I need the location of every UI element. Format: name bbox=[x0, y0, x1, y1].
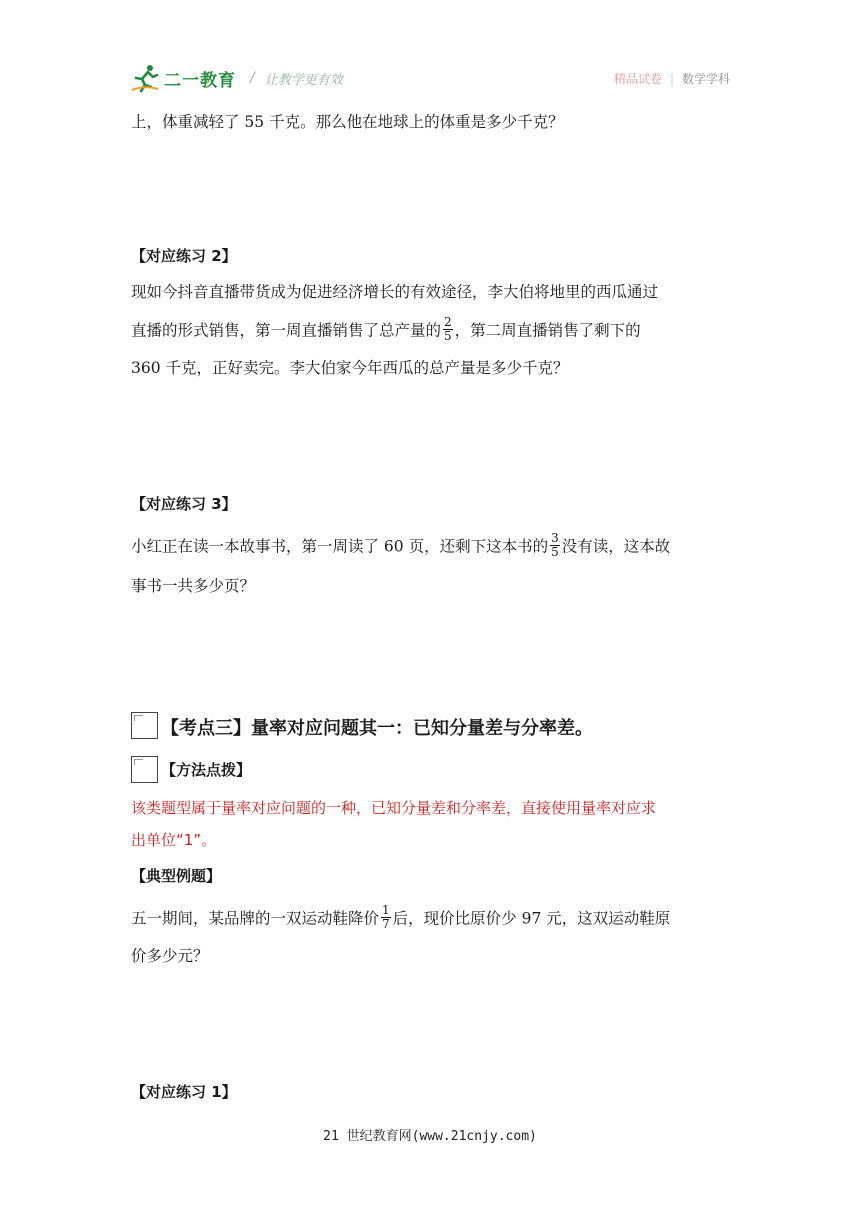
text-line-with-fraction bbox=[131, 903, 671, 933]
text-segment: 小红正在读一本故事书，第一周读了 60 页，还剩下这本书的 bbox=[131, 537, 549, 556]
text-line-with-fraction bbox=[131, 315, 641, 345]
text-segment: 直播的形式销售，第一周直播销售了总产量的 bbox=[131, 321, 442, 340]
practice-2-heading: 【对应练习 2】 bbox=[131, 247, 237, 265]
logo-slogan: 让教学更有效 bbox=[264, 72, 343, 88]
logo-text: 二一教育 bbox=[164, 70, 236, 91]
method-text-line: 该类题型属于量率对应问题的一种，已知分量差和分率差，直接使用量率对应求 bbox=[131, 799, 657, 817]
practice-3-heading: 【对应练习 3】 bbox=[131, 495, 237, 513]
text-segment: ，第二周直播销售了剩下的 bbox=[454, 321, 641, 340]
practice-1-heading: 【对应练习 1】 bbox=[131, 1083, 237, 1101]
fraction-numerator: 1 bbox=[382, 903, 390, 917]
text-line: 价多少元？ bbox=[131, 947, 209, 965]
fraction-numerator: 3 bbox=[551, 531, 559, 545]
header-label-premium: 精品试卷 bbox=[613, 72, 662, 86]
text-line: 上，体重减轻了 55 千克。那么他在地球上的体重是多少千克？ bbox=[131, 113, 564, 131]
page-footer: 21 世纪教育网(www.21cnjy.com) bbox=[323, 1129, 537, 1144]
text-segment: 五一期间，某品牌的一双运动鞋降价 bbox=[131, 909, 380, 928]
fraction-denominator: 7 bbox=[382, 917, 390, 931]
image-placeholder-icon bbox=[131, 712, 158, 739]
header-divider: | bbox=[669, 71, 674, 86]
fraction bbox=[443, 316, 453, 343]
header-subject bbox=[614, 70, 730, 87]
text-line: 360 千克，正好卖完。李大伯家今年西瓜的总产量是多少千克？ bbox=[131, 359, 569, 377]
fraction bbox=[381, 904, 391, 931]
text-segment: 没有读，这本故 bbox=[561, 537, 671, 556]
text-segment: 后，现价比原价少 97 元，这双运动鞋原 bbox=[392, 909, 671, 928]
fraction-numerator: 2 bbox=[444, 315, 452, 329]
running-figure-icon bbox=[130, 63, 160, 93]
section-title: 【考点三】量率对应问题其一：已知分量差与分率差。 bbox=[161, 718, 593, 739]
method-heading: 【方法点拨】 bbox=[161, 761, 252, 779]
text-line-with-fraction bbox=[131, 531, 671, 561]
image-placeholder-icon bbox=[131, 756, 158, 783]
fraction-denominator: 5 bbox=[551, 545, 559, 559]
brand-logo bbox=[130, 62, 343, 94]
fraction-denominator: 5 bbox=[444, 329, 452, 343]
method-text-line: 出单位“1”。 bbox=[131, 831, 217, 849]
example-heading: 【典型例题】 bbox=[131, 867, 222, 885]
text-line: 现如今抖音直播带货成为促进经济增长的有效途径，李大伯将地里的西瓜通过 bbox=[131, 283, 659, 301]
fraction bbox=[550, 532, 560, 559]
header-label-subject: 数学学科 bbox=[681, 72, 730, 86]
logo-separator: / bbox=[250, 70, 255, 86]
page-header bbox=[130, 62, 730, 98]
text-line: 事书一共多少页？ bbox=[131, 577, 256, 595]
